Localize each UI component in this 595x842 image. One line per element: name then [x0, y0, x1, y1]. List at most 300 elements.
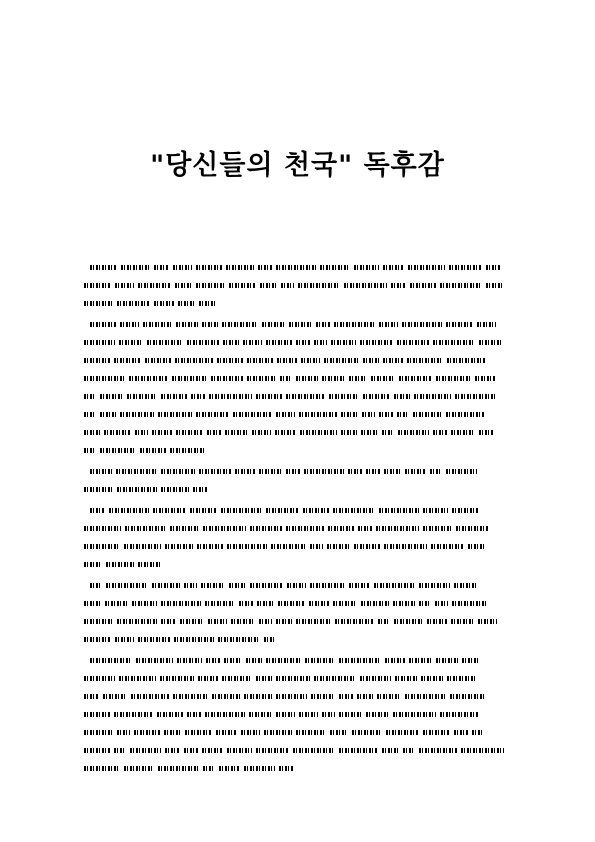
paragraph-6	[84, 655, 510, 774]
text-word	[180, 619, 204, 624]
text-word	[120, 322, 139, 327]
text-word	[154, 265, 169, 270]
text-word	[187, 340, 219, 345]
paragraph-3	[84, 466, 510, 495]
text-line	[84, 598, 510, 609]
text-word	[280, 376, 292, 381]
text-word	[134, 730, 160, 735]
text-word	[84, 487, 113, 492]
text-word	[395, 676, 417, 681]
text-word	[160, 676, 194, 681]
text-word	[477, 322, 496, 327]
text-word	[341, 412, 358, 417]
text-word	[196, 412, 229, 417]
text-word	[311, 694, 335, 699]
text-word	[178, 301, 195, 306]
text-word	[363, 358, 379, 363]
text-word	[233, 412, 272, 417]
text-word	[244, 694, 272, 699]
text-word	[339, 694, 353, 699]
text-word	[486, 265, 500, 270]
text-word	[217, 358, 243, 363]
text-word	[423, 508, 448, 513]
text-word	[84, 766, 120, 771]
text-word	[117, 487, 157, 492]
text-word	[414, 394, 451, 399]
text-word	[330, 730, 348, 735]
document-body	[84, 262, 510, 784]
text-word	[286, 526, 324, 531]
text-word	[329, 394, 359, 399]
text-word	[378, 619, 390, 624]
text-line	[84, 280, 510, 291]
text-word	[158, 412, 192, 417]
text-word	[421, 676, 443, 681]
text-word	[397, 412, 409, 417]
text-word	[449, 265, 482, 270]
text-word	[456, 526, 488, 531]
text-word	[451, 619, 474, 624]
text-word	[327, 544, 350, 549]
text-word	[354, 265, 379, 270]
text-word	[462, 658, 479, 663]
text-word	[403, 748, 415, 753]
text-word	[276, 619, 292, 624]
text-word	[161, 469, 195, 474]
text-line	[84, 505, 510, 516]
text-word	[84, 394, 96, 399]
text-word	[328, 526, 354, 531]
text-word	[349, 583, 370, 588]
text-word	[84, 712, 110, 717]
text-word	[397, 340, 429, 345]
text-word	[276, 412, 295, 417]
text-line	[84, 559, 510, 570]
text-word	[225, 430, 248, 435]
text-word	[117, 619, 157, 624]
text-word	[170, 448, 205, 453]
text-word	[266, 340, 292, 345]
text-word	[176, 430, 203, 435]
text-word	[383, 265, 404, 270]
text-line	[84, 466, 510, 477]
text-line	[84, 355, 510, 366]
text-line	[84, 634, 510, 645]
text-line	[84, 445, 510, 456]
text-word	[468, 544, 484, 549]
text-word	[231, 619, 255, 624]
text-word	[125, 526, 166, 531]
text-word	[152, 430, 172, 435]
text-word	[304, 469, 344, 474]
text-word	[472, 730, 484, 735]
text-word	[196, 265, 222, 270]
text-word	[413, 412, 442, 417]
text-word	[384, 469, 401, 474]
text-word	[256, 676, 272, 681]
text-word	[262, 322, 285, 327]
text-word	[170, 526, 199, 531]
text-word	[221, 508, 262, 513]
text-word	[433, 430, 447, 435]
text-word	[391, 283, 406, 288]
text-word	[84, 676, 115, 681]
text-word	[382, 748, 399, 753]
text-word	[276, 694, 307, 699]
text-word	[174, 637, 214, 642]
text-word	[394, 394, 410, 399]
text-word	[296, 376, 318, 381]
text-word	[84, 694, 99, 699]
text-word	[246, 658, 262, 663]
text-word	[299, 412, 337, 417]
text-word	[407, 358, 443, 363]
text-word	[333, 601, 357, 606]
text-word	[455, 394, 495, 399]
text-word	[84, 544, 120, 549]
text-word	[277, 358, 297, 363]
text-word	[208, 619, 227, 624]
text-word	[361, 601, 389, 606]
text-word	[363, 394, 390, 399]
text-word	[175, 283, 192, 288]
text-word	[247, 358, 273, 363]
text-word	[256, 394, 282, 399]
text-word	[479, 340, 501, 345]
text-word	[222, 322, 258, 327]
text-word	[114, 748, 126, 753]
text-word	[452, 601, 487, 606]
text-word	[187, 712, 201, 717]
text-word	[152, 583, 180, 588]
text-line	[84, 298, 510, 309]
text-word	[451, 430, 475, 435]
text-word	[104, 430, 131, 435]
text-word	[143, 322, 172, 327]
text-word	[440, 712, 478, 717]
text-word	[377, 694, 401, 699]
text-word	[90, 508, 105, 513]
text-line	[84, 337, 510, 348]
text-word	[374, 583, 415, 588]
text-line	[84, 727, 510, 738]
text-word	[309, 601, 329, 606]
text-word	[334, 322, 375, 327]
text-word	[117, 301, 150, 306]
text-word	[419, 601, 431, 606]
text-word	[219, 766, 240, 771]
document-title: "당신들의 천국" 독후감	[150, 150, 445, 181]
text-word	[100, 448, 136, 453]
text-word	[293, 748, 335, 753]
text-word	[352, 730, 382, 735]
text-word	[423, 526, 452, 531]
text-word	[203, 766, 215, 771]
paragraph-1	[84, 262, 510, 309]
text-word	[202, 748, 223, 753]
text-word	[207, 430, 221, 435]
text-word	[129, 376, 168, 381]
text-word	[229, 283, 256, 288]
text-word	[287, 583, 306, 588]
text-word	[100, 412, 116, 417]
text-word	[393, 601, 415, 606]
text-word	[402, 322, 442, 327]
text-word	[360, 340, 393, 345]
text-word	[90, 322, 116, 327]
text-word	[379, 508, 419, 513]
text-word	[241, 730, 260, 735]
text-word	[105, 601, 128, 606]
text-word	[224, 658, 242, 663]
text-word	[446, 322, 473, 327]
text-word	[271, 544, 306, 549]
text-word	[114, 358, 141, 363]
text-word	[333, 508, 375, 513]
text-word	[153, 508, 186, 513]
text-word	[158, 766, 199, 771]
text-word	[266, 658, 301, 663]
text-word	[132, 601, 157, 606]
text-word	[286, 394, 325, 399]
text-line	[84, 655, 510, 666]
text-word	[264, 637, 275, 642]
text-line	[84, 523, 510, 534]
text-word	[199, 469, 231, 474]
text-word	[286, 469, 300, 474]
text-word	[84, 376, 125, 381]
text-word	[276, 712, 295, 717]
text-line	[84, 319, 510, 330]
text-word	[243, 340, 262, 345]
text-word	[227, 748, 252, 753]
text-word	[244, 766, 275, 771]
text-word	[109, 508, 149, 513]
text-word	[90, 583, 102, 588]
text-line	[84, 541, 510, 552]
text-word	[138, 283, 171, 288]
text-word	[405, 694, 446, 699]
text-word	[161, 394, 187, 399]
text-word	[84, 283, 111, 288]
text-word	[121, 265, 150, 270]
text-word	[190, 508, 217, 513]
text-word	[84, 301, 113, 306]
paragraph-2	[84, 319, 510, 456]
text-word	[341, 430, 357, 435]
text-word	[371, 376, 395, 381]
text-line	[84, 709, 510, 720]
text-word	[202, 322, 218, 327]
text-word	[84, 748, 110, 753]
text-word	[84, 448, 96, 453]
text-word	[478, 619, 497, 624]
text-word	[197, 544, 223, 549]
text-word	[475, 376, 495, 381]
text-word	[436, 658, 458, 663]
text-word	[138, 562, 160, 567]
text-word	[114, 712, 153, 717]
text-word	[305, 658, 335, 663]
text-word	[379, 412, 393, 417]
text-word	[90, 265, 117, 270]
text-word	[454, 583, 478, 588]
text-word	[339, 748, 378, 753]
text-word	[247, 376, 276, 381]
text-word	[348, 469, 362, 474]
text-word	[161, 601, 201, 606]
text-word	[447, 358, 486, 363]
text-word	[138, 637, 170, 642]
text-word	[164, 730, 181, 735]
text-word	[90, 658, 132, 663]
text-word	[229, 583, 246, 588]
text-line	[84, 484, 510, 495]
text-word	[386, 730, 419, 735]
text-word	[116, 469, 157, 474]
text-word	[250, 526, 282, 531]
text-word	[257, 601, 274, 606]
text-word	[140, 448, 166, 453]
text-word	[264, 730, 292, 735]
text-word	[205, 712, 245, 717]
text-word	[394, 619, 423, 624]
text-word	[206, 658, 220, 663]
text-line	[84, 691, 510, 702]
text-word	[124, 766, 154, 771]
text-word	[431, 544, 464, 549]
text-word	[84, 562, 102, 567]
text-word	[399, 376, 432, 381]
text-word	[310, 544, 323, 549]
text-word	[177, 658, 202, 663]
text-word	[379, 322, 398, 327]
text-line	[84, 391, 510, 402]
text-word	[486, 283, 504, 288]
text-word	[165, 748, 180, 753]
text-word	[296, 619, 331, 624]
text-word	[157, 712, 183, 717]
text-word	[84, 358, 110, 363]
text-word	[447, 676, 476, 681]
text-word	[103, 694, 127, 699]
text-word	[324, 358, 359, 363]
text-word	[349, 376, 367, 381]
text-word	[185, 730, 212, 735]
text-word	[226, 265, 254, 270]
text-word	[120, 412, 154, 417]
text-word	[450, 694, 486, 699]
text-word	[419, 583, 450, 588]
text-word	[199, 301, 215, 306]
paragraph-5	[84, 580, 510, 645]
text-word	[184, 583, 197, 588]
text-word	[84, 430, 100, 435]
text-word	[357, 694, 373, 699]
text-word	[131, 694, 169, 699]
text-word	[300, 430, 337, 435]
text-word	[440, 283, 482, 288]
text-word	[184, 748, 198, 753]
text-word	[258, 265, 272, 270]
text-word	[419, 748, 457, 753]
text-word	[276, 265, 316, 270]
text-word	[331, 340, 356, 345]
text-word	[446, 469, 477, 474]
text-word	[135, 430, 148, 435]
text-word	[198, 676, 218, 681]
text-word	[301, 358, 320, 363]
text-word	[303, 508, 329, 513]
text-word	[84, 526, 121, 531]
text-word	[84, 601, 101, 606]
text-line	[84, 616, 510, 627]
text-word	[339, 658, 381, 663]
text-line	[84, 427, 510, 438]
text-word	[433, 340, 475, 345]
text-line	[84, 409, 510, 420]
text-word	[366, 469, 380, 474]
text-word	[405, 469, 426, 474]
text-word	[430, 469, 442, 474]
text-word	[361, 430, 378, 435]
text-word	[320, 265, 350, 270]
text-line	[84, 262, 510, 273]
text-word	[360, 676, 391, 681]
text-word	[260, 283, 277, 288]
text-word	[117, 730, 130, 735]
text-word	[435, 601, 448, 606]
text-word	[249, 712, 272, 717]
text-word	[191, 394, 205, 399]
text-word	[383, 358, 403, 363]
text-word	[259, 469, 282, 474]
text-word	[408, 265, 445, 270]
text-word	[147, 340, 183, 345]
text-word	[161, 619, 176, 624]
text-word	[316, 322, 330, 327]
text-word	[310, 583, 345, 588]
text-word	[175, 358, 213, 363]
text-word	[299, 712, 318, 717]
text-word	[314, 676, 356, 681]
text-word	[176, 322, 198, 327]
text-word	[172, 376, 207, 381]
text-word	[84, 619, 113, 624]
text-word	[106, 583, 148, 588]
text-word	[161, 487, 189, 492]
text-word	[423, 730, 450, 735]
text-word	[127, 394, 157, 399]
text-word	[322, 712, 335, 717]
text-word	[203, 526, 246, 531]
text-word	[205, 601, 235, 606]
text-word	[250, 583, 283, 588]
text-word	[314, 340, 327, 345]
text-word	[84, 637, 111, 642]
text-word	[119, 676, 156, 681]
text-word	[322, 376, 345, 381]
text-word	[193, 487, 207, 492]
text-word	[211, 376, 243, 381]
text-word	[410, 283, 436, 288]
text-word	[222, 676, 252, 681]
text-word	[119, 340, 143, 345]
text-word	[385, 658, 405, 663]
text-word	[106, 562, 134, 567]
text-word	[436, 376, 471, 381]
text-word	[344, 283, 387, 288]
